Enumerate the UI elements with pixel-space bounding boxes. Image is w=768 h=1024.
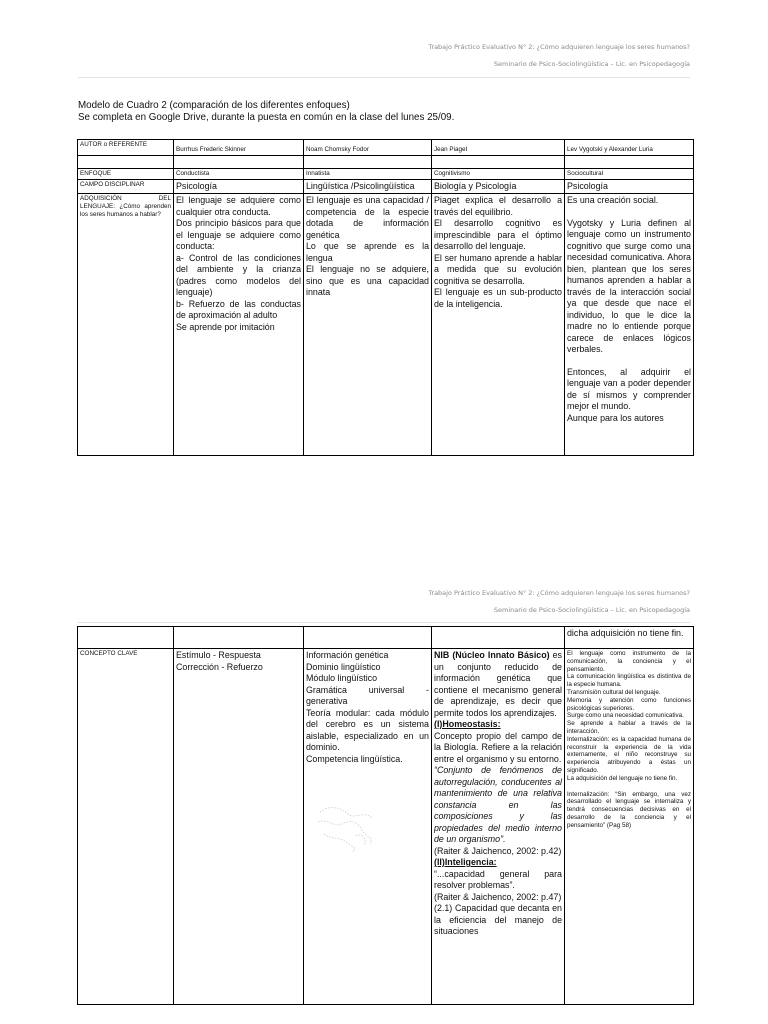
row-autor xyxy=(78,140,694,156)
homeostasis-text: Concepto propio del campo de la Biología. Refiere a la relación entre el organismo y su entorno. xyxy=(434,730,562,764)
vygotsky-concept: El lenguaje como instrumento de la comunicación, la conciencia y el pensamiento. xyxy=(567,650,691,673)
running-header-title: Trabajo Práctico Evaluativo N° 2: ¿Cómo adquieren lenguaje los seres humanos? xyxy=(428,589,690,597)
capacidad-point: (2.1) Capacidad que decanta en la eficiencia del manejo de situaciones xyxy=(434,903,562,936)
piaget-line: El lenguaje es un sub-producto de la inteligencia. xyxy=(434,287,562,309)
adquisicion-skinner xyxy=(174,194,304,456)
skinner-line: b- Refuerzo de las conductas de aproximación al adulto xyxy=(176,298,301,321)
vygotsky-concept: Transmisión cultural del lenguaje. xyxy=(567,688,661,696)
vygotsky-line: Vygotsky y Luria definen al lenguaje como un instrumento cognitivo que surge como una necesidad comunicativa. Ahora bien, plantean que los seres humanos aprenden a hablar a través de la interacción social ya que desde que nace el individuo, lo que le dice la madre no lo entiende porque carece de enlaces lógicos verbales. xyxy=(567,217,691,355)
intro-line-1: Modelo de Cuadro 2 (comparación de los diferentes enfoques) xyxy=(78,100,350,111)
label-adquisicion: ADQUISICIÓN DEL LENGUAJE: ¿Cómo aprenden los seres humanos a hablar? xyxy=(78,194,174,456)
nib-text: es un conjunto reducido de información genética que contiene el mecanismo general de aprendizaje, es decir que permite todos los aprendizajes. xyxy=(434,650,562,718)
piaget-line: Piaget explica el desarrollo a través del equilibrio. xyxy=(434,195,562,217)
vygotsky-concept: Internalización: “Sin embargo, una vez desarrollado el lenguaje se internaliza y tendrá consecuencias decisivas en el desarrollo de la conciencia y el pensamiento” (Pag 58) xyxy=(567,790,691,829)
vygotsky-concept: La adquisición del lenguaje no tiene fin. xyxy=(567,774,678,782)
concepto-vygotsky xyxy=(565,649,694,1005)
enfoque-piaget: Cognitivismo xyxy=(432,169,565,180)
author-vygotsky: Lev Vygotski y Alexander Luria xyxy=(565,140,694,156)
comparison-table-page2 xyxy=(77,626,694,1005)
chomsky-concept: Dominio lingüístico xyxy=(306,661,381,672)
vygotsky-line: Entonces, al adquirir el lenguaje van a poder depender de sí mismos y comprender mejor el mundo. xyxy=(567,366,691,412)
inteligencia-quote: “...capacidad general para resolver problemas”. xyxy=(434,868,562,890)
label-autor: AUTOR o REFERENTE xyxy=(78,140,174,156)
comparison-table-page1 xyxy=(77,139,694,456)
concepto-skinner xyxy=(174,649,304,1005)
chomsky-line: Lo que se aprende es la lengua xyxy=(306,241,429,263)
nib-title: NIB (Núcleo Innato Básico) xyxy=(434,650,550,660)
header-divider xyxy=(78,622,690,623)
enfoque-chomsky: Innatista xyxy=(304,169,432,180)
running-header-course: Seminario de Psico-Sociolingüística – Lic. en Psicopedagogía xyxy=(493,60,690,68)
row-enfoque xyxy=(78,169,694,180)
inteligencia-title: (II)Inteligencia: xyxy=(434,857,497,867)
vygotsky-concept: Internalización: es la capacidad humana de reconstruir la experiencia de la vida externamente, el niño reconstruye su experiencia atribuyendo a éstas un significado. xyxy=(567,735,691,774)
chomsky-line: El lenguaje no se adquiere, sino que es una capacidad innata xyxy=(306,264,429,298)
enfoque-vygotsky: Sociocultural xyxy=(565,169,694,180)
vygotsky-concept: Se aprende a hablar a través de la interacción. xyxy=(567,720,691,735)
campo-skinner: Psicología xyxy=(174,179,304,194)
author-piaget: Jean Piaget xyxy=(432,140,565,156)
vygotsky-continuation: dicha adquisición no tiene fin. xyxy=(565,627,694,649)
label-enfoque: ENFOQUE xyxy=(78,169,174,180)
adquisicion-chomsky xyxy=(304,194,432,456)
piaget-line: El ser humano aprende a hablar a medida que su evolución cognitiva se desarrolla. xyxy=(434,252,562,286)
intro-line-2: Se completa en Google Drive, durante la puesta en común en la clase del lunes 25/09. xyxy=(78,112,455,123)
skinner-line: El lenguaje se adquiere como cualquier otra conducta. xyxy=(176,195,301,217)
skinner-line: Se aprende por imitación xyxy=(176,321,275,332)
row-adquisicion xyxy=(78,194,694,456)
header-divider xyxy=(78,77,690,78)
campo-vygotsky: Psicología xyxy=(565,179,694,194)
concepto-piaget xyxy=(432,649,565,1005)
chomsky-concept: Gramática universal - generativa xyxy=(306,684,429,706)
chomsky-concept: Teoría modular: cada módulo del cerebro es un sistema aislable, especializado en un dominio. xyxy=(306,707,429,752)
skinner-line: Dos principio básicos para que el lenguaje se adquiere como conducta: xyxy=(176,218,301,252)
chomsky-concept: Competencia lingüística. xyxy=(306,753,403,764)
row-concepto-clave xyxy=(78,649,694,1005)
vygotsky-concept: Memoria y atención como funciones psicológicas superiores. xyxy=(567,696,691,712)
adquisicion-vygotsky xyxy=(565,194,694,456)
campo-piaget: Biología y Psicología xyxy=(432,179,565,194)
document-page-2 xyxy=(0,520,768,1024)
piaget-line: El desarrollo cognitivo es imprescindible para el óptimo desarrollo del lenguaje. xyxy=(434,218,562,252)
homeostasis-citation: (Raiter & Jaichenco, 2002: p.42) xyxy=(434,845,562,856)
inteligencia-citation: (Raiter & Jaichenco, 2002: p.47) xyxy=(434,891,562,902)
running-header-title: Trabajo Práctico Evaluativo N° 2: ¿Cómo adquieren lenguaje los seres humanos? xyxy=(428,43,690,51)
row-continuation xyxy=(78,627,694,649)
chomsky-concept: Información genética xyxy=(306,650,389,660)
skinner-concept: Estímulo - Respuesta xyxy=(176,650,261,660)
label-concepto-clave: CONCEPTO CLAVE xyxy=(78,649,174,1005)
vygotsky-concept: La comunicación lingüística es distintiva de la especie humana. xyxy=(567,673,691,689)
label-campo: CAMPO DISCIPLINAR xyxy=(78,179,174,194)
row-campo xyxy=(78,179,694,194)
chomsky-line: El lenguaje es una capacidad / competencia de la especie dotada de información genética xyxy=(306,195,429,240)
vygotsky-line: Es una creación social. xyxy=(567,195,659,206)
author-skinner: Burrhus Frederic Skinner xyxy=(174,140,304,156)
vygotsky-line: Aunque para los autores xyxy=(567,412,664,423)
running-header-course: Seminario de Psico-Sociolingüística – Lic. en Psicopedagogía xyxy=(493,606,690,614)
homeostasis-quote: “Conjunto de fenómenos de autorregulación, conducentes al mantenimiento de una relativa constancia en las composiciones y las propiedades del medio interno de un organismo”. xyxy=(434,765,562,844)
intro-text xyxy=(78,100,454,124)
vygotsky-concept: Surge como una necesidad comunicativa. xyxy=(567,712,684,720)
campo-chomsky: Lingüística /Psicolingüística xyxy=(304,179,432,194)
adquisicion-piaget xyxy=(432,194,565,456)
row-blank xyxy=(78,156,694,169)
homeostasis-title: (I)Homeostasis: xyxy=(434,719,501,729)
author-chomsky: Noam Chomsky Fodor xyxy=(304,140,432,156)
faint-scribble-image xyxy=(312,800,382,856)
enfoque-skinner: Conductista xyxy=(174,169,304,180)
chomsky-concept: Módulo lingüístico xyxy=(306,673,378,683)
skinner-concept: Corrección - Refuerzo xyxy=(176,661,263,672)
skinner-line: a- Control de las condiciones del ambiente y la crianza (padres como modelos del lenguaje) xyxy=(176,252,301,298)
